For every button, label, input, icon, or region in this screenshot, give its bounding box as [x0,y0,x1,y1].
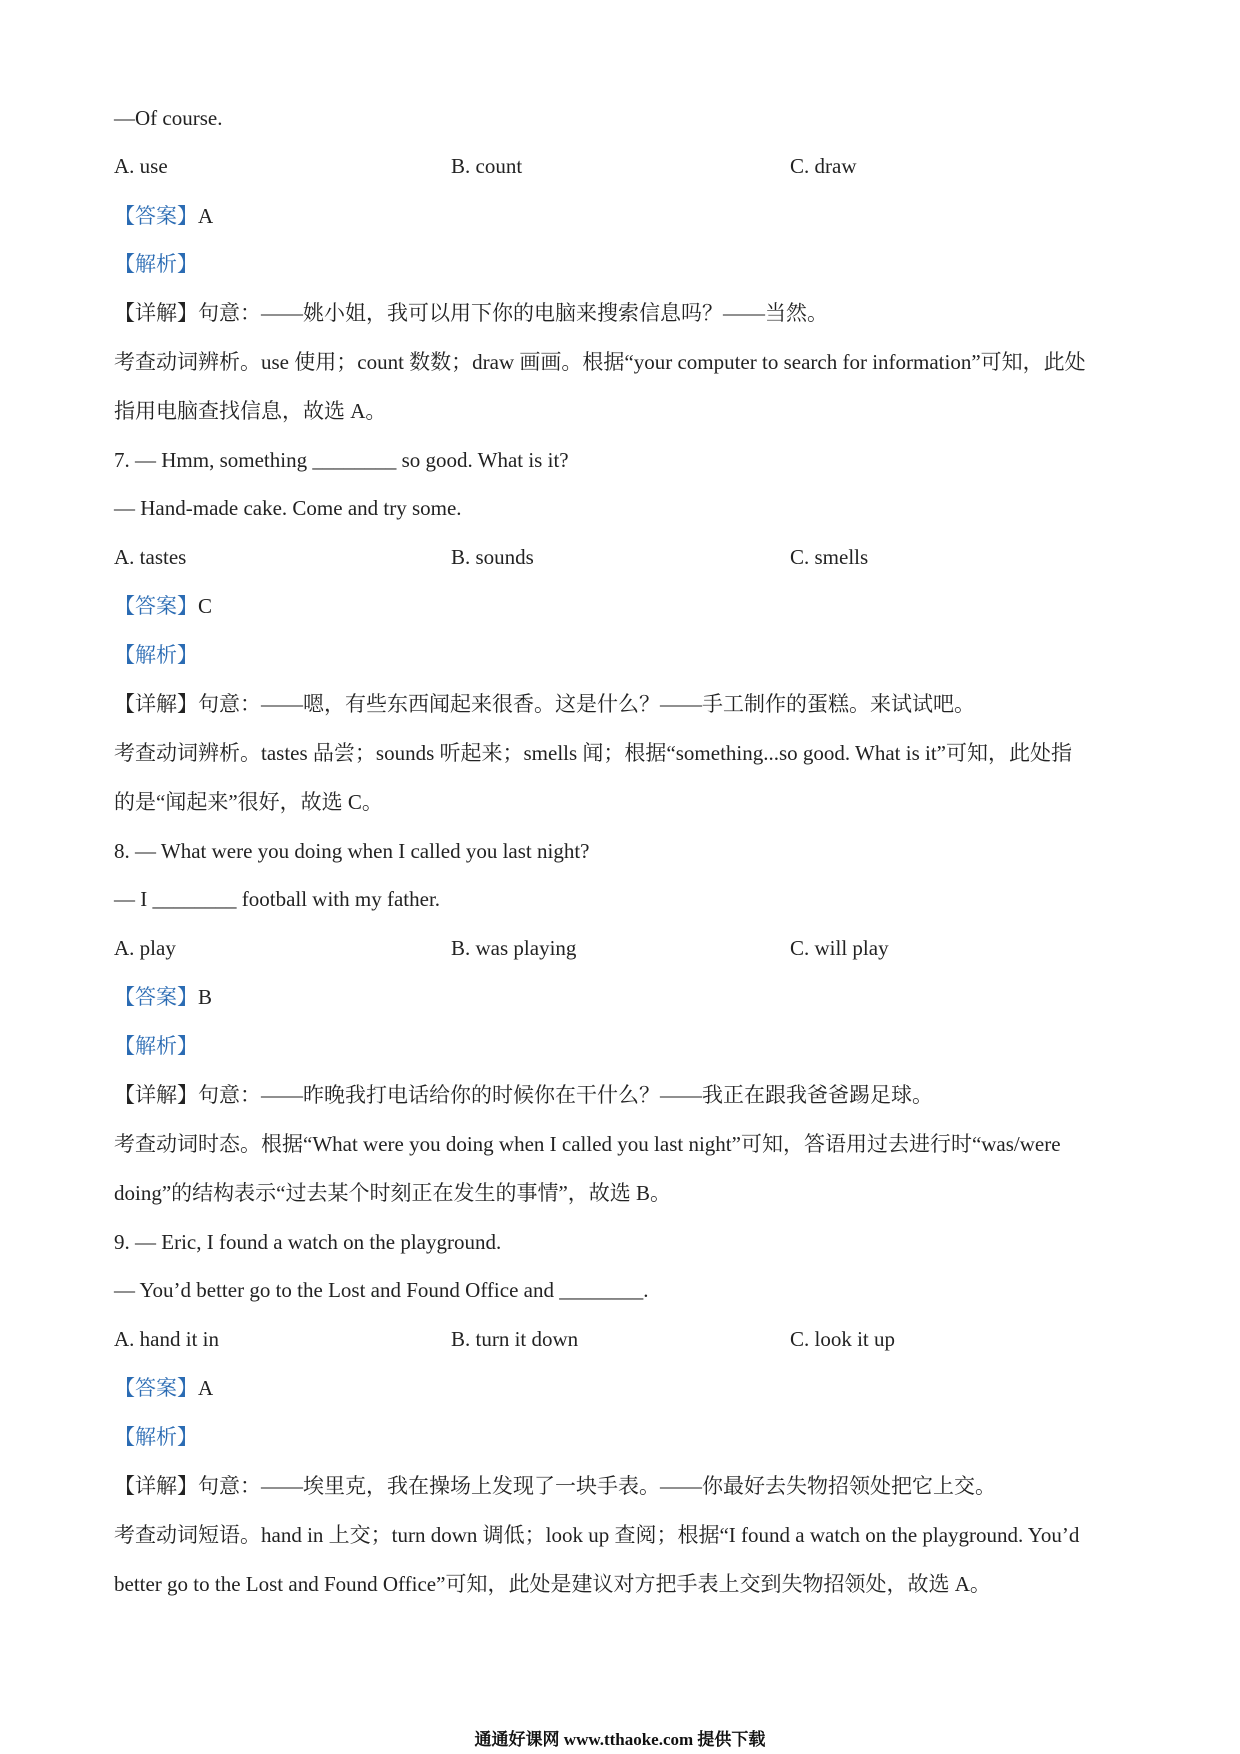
q6-analysis-label: 【解析】 [114,252,198,276]
answer-value: B [198,985,213,1009]
q7-detail: 【详解】句意：——嗯，有些东西闻起来很香。这是什么？——手工制作的蛋糕。来试试吧。 [114,692,975,716]
q6-option-b: B. count [451,154,523,178]
q9-option-b: B. turn it down [451,1327,579,1351]
q9-analysis-label: 【解析】 [114,1425,198,1449]
q7-question: 7. — Hmm, something ________ so good. What is it? [114,448,569,472]
answer-label: 【答案】 [114,1376,198,1400]
q8-explanation-2: doing”的结构表示“过去某个时刻正在发生的事情”，故选 B。 [114,1181,672,1205]
q6-answer [114,202,213,230]
answer-value: A [198,1376,214,1400]
q8-detail: 【详解】句意：——昨晚我打电话给你的时候你在干什么？——我正在跟我爸爸踢足球。 [114,1083,933,1107]
q8-question: 8. — What were you doing when I called you last night? [114,839,590,863]
q7-explanation-1: 考查动词辨析。tastes 品尝；sounds 听起来；smells 闻；根据“something...so good. What is it”可知，此处指 [114,741,1072,765]
q7-option-b: B. sounds [451,545,534,569]
q8-analysis-label: 【解析】 [114,1034,198,1058]
q8-option-c: C. will play [790,936,889,960]
q8-dialogue-reply: — I ________ football with my father. [114,887,441,911]
q7-dialogue-reply: — Hand-made cake. Come and try some. [114,496,462,520]
answer-value: A [198,204,214,228]
q7-option-c: C. smells [790,545,869,569]
answer-value: C [198,594,213,618]
q9-question: 9. — Eric, I found a watch on the playground. [114,1230,502,1254]
q8-option-b: B. was playing [451,936,577,960]
q9-dialogue-reply: — You’d better go to the Lost and Found Office and ________. [114,1278,649,1302]
q9-explanation-1: 考查动词短语。hand in 上交；turn down 调低；look up 查阅；根据“I found a watch on the playground. You’d [114,1523,1080,1547]
q9-detail: 【详解】句意：——埃里克，我在操场上发现了一块手表。——你最好去失物招领处把它上交。 [114,1474,996,1498]
q7-answer [114,592,212,620]
q9-option-a: A. hand it in [114,1327,219,1351]
q9-answer [114,1374,213,1402]
q9-option-c: C. look it up [790,1327,896,1351]
q8-answer [114,983,212,1011]
q6-dialogue-reply: —Of course. [114,106,223,130]
answer-label: 【答案】 [114,985,198,1009]
q7-option-a: A. tastes [114,545,187,569]
q6-detail: 【详解】句意：——姚小姐，我可以用下你的电脑来搜索信息吗？——当然。 [114,301,828,325]
q7-explanation-2: 的是“闻起来”很好，故选 C。 [114,790,383,814]
q6-explanation-1: 考查动词辨析。use 使用；count 数数；draw 画画。根据“your computer to search for information”可知，此处 [114,350,1086,374]
q9-explanation-2: better go to the Lost and Found Office”可知，此处是建议对方把手表上交到失物招领处，故选 A。 [114,1572,991,1596]
q6-option-a: A. use [114,154,168,178]
q6-option-c: C. draw [790,154,857,178]
q8-option-a: A. play [114,936,176,960]
answer-label: 【答案】 [114,204,198,228]
q8-explanation-1: 考查动词时态。根据“What were you doing when I called you last night”可知，答语用过去进行时“was/were [114,1132,1061,1156]
answer-label: 【答案】 [114,594,198,618]
page-footer: 通通好课网 www.tthaoke.com 提供下载 [474,1730,766,1749]
q7-analysis-label: 【解析】 [114,643,198,667]
q6-explanation-2: 指用电脑查找信息，故选 A。 [114,399,387,423]
